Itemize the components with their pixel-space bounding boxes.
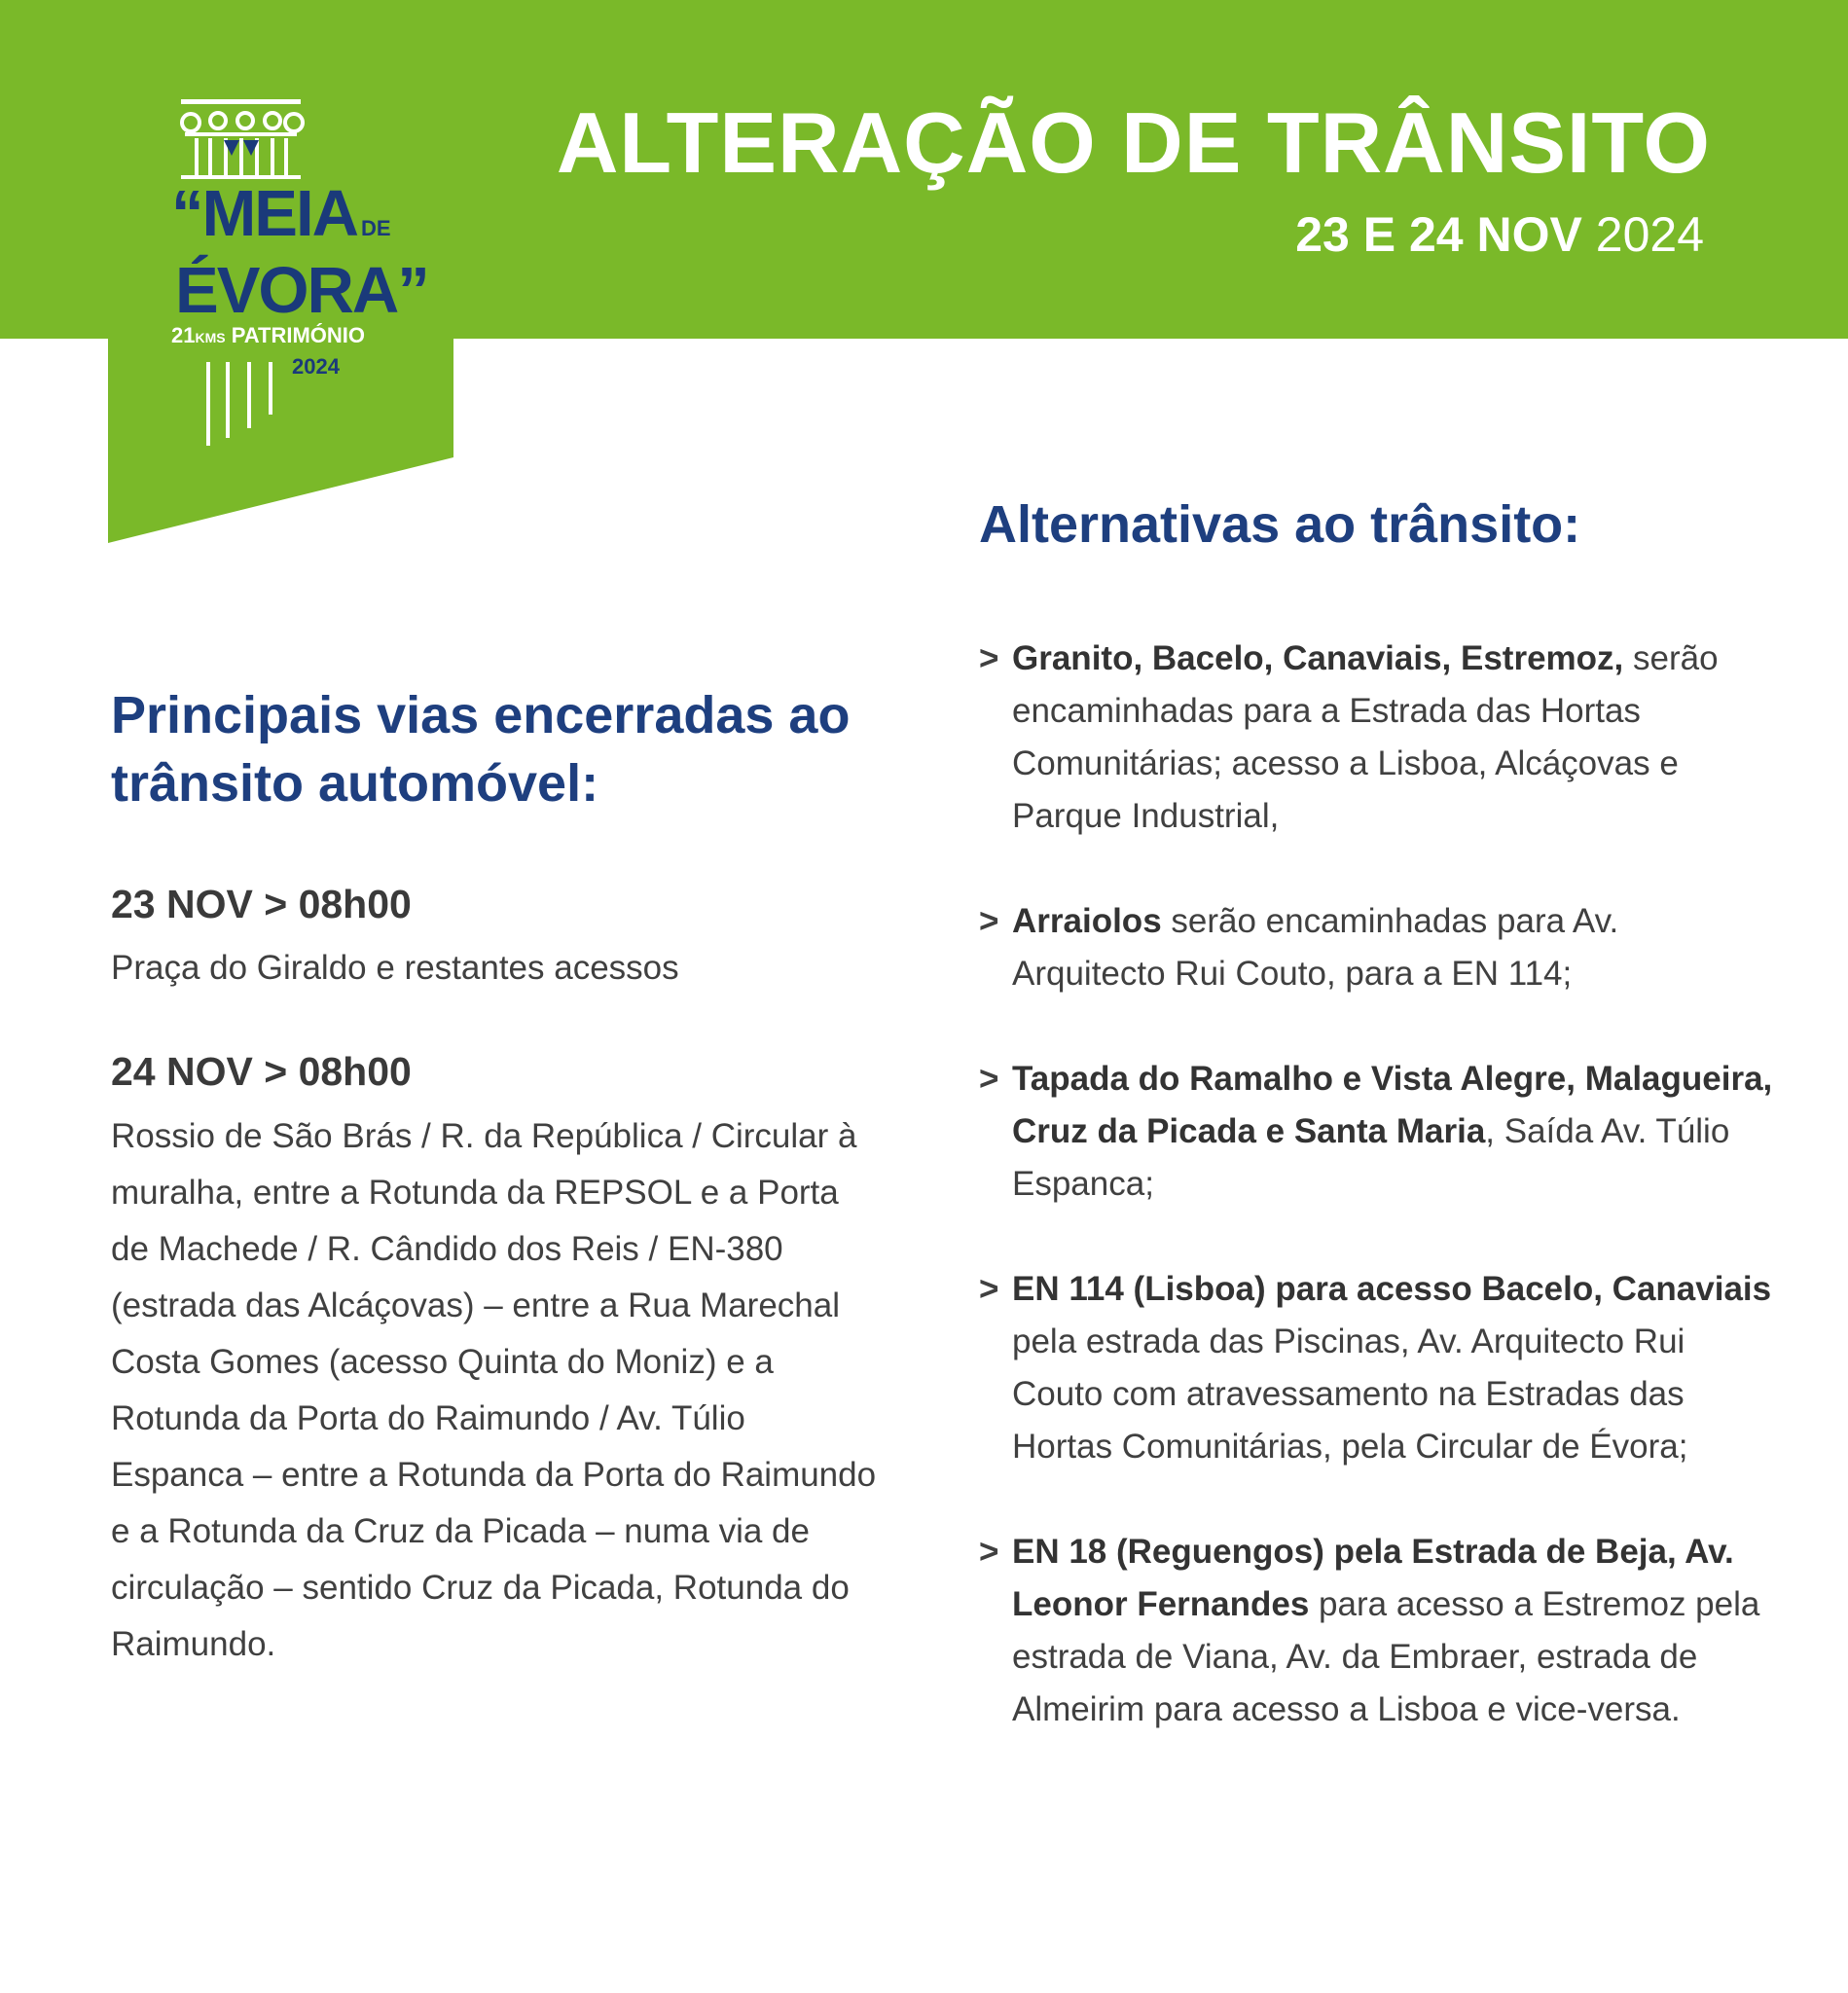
page-title: ALTERAÇÃO DE TRÂNSITO <box>556 94 1711 191</box>
alternatives-list <box>979 633 1777 1789</box>
event-logo <box>163 97 436 448</box>
bullet-marker: > <box>979 639 999 677</box>
list-item: > EN 114 (Lisboa) para acesso Bacelo, Canaviais pela estrada das Piscinas, Av. Arquitecto Rui Couto com atravessamento na Estradas das Hortas Comunitárias, pela Circular de Évora; <box>979 1263 1777 1473</box>
logo-year: 2024 <box>292 354 340 379</box>
closure-date-1: 23 NOV > 08h00 <box>111 882 412 926</box>
list-item: > Tapada do Ramalho e Vista Alegre, Malagueira, Cruz da Picada e Santa Maria, Saída Av. Túlio Espanca; <box>979 1053 1777 1211</box>
bullet-marker: > <box>979 1270 999 1308</box>
column-capital-icon <box>175 97 307 179</box>
column-shaft-icon <box>204 358 282 446</box>
closure-text-1: Praça do Giraldo e restantes acessos <box>111 949 679 987</box>
alternatives-heading: Alternativas ao trânsito: <box>979 495 1581 554</box>
closures-heading: Principais vias encerradas ao trânsito automóvel: <box>111 686 851 813</box>
list-item: > EN 18 (Reguengos) pela Estrada de Beja, Av. Leonor Fernandes para acesso a Estremoz pela estrada de Viana, Av. da Embraer, estrada de Almeirim para acesso a Lisboa e vice-versa. <box>979 1526 1777 1736</box>
bullet-marker: > <box>979 1533 999 1571</box>
closure-text-2: Rossio de São Brás / R. da República / Circular à muralha, entre a Rotunda da REPSOL e a Porta de Machede / R. Cândido dos Reis / EN-380 (estrada das Alcáçovas) – entre a Rua Marechal Costa Gomes (acesso Quinta do Moniz) e a Rotunda da Porta do Raimundo / Av. Túlio Espanca – entre a Rotunda da Porta do Raimundo e a Rotunda da Cruz da Picada – numa via de circulação – sentido Cruz da Picada, Rotunda do Raimundo. <box>111 1117 877 1663</box>
bullet-marker: > <box>979 1060 999 1098</box>
logo-subtitle: 21KMS PATRIMÓNIO <box>171 323 366 347</box>
bullet-marker: > <box>979 902 999 940</box>
closure-date-2: 24 NOV > 08h00 <box>111 1049 412 1094</box>
event-dates: 23 E 24 NOV 2024 <box>1295 207 1704 262</box>
list-item: > Arraiolos serão encaminhadas para Av. Arquitecto Rui Couto, para a EN 114; <box>979 895 1777 1000</box>
logo-title: “MEIA DE ÉVORA” <box>171 177 428 327</box>
list-item: > Granito, Bacelo, Canaviais, Estremoz, serão encaminhadas para a Estrada das Hortas Comunitárias; acesso a Lisboa, Alcáçovas e Parque Industrial, <box>979 633 1777 843</box>
